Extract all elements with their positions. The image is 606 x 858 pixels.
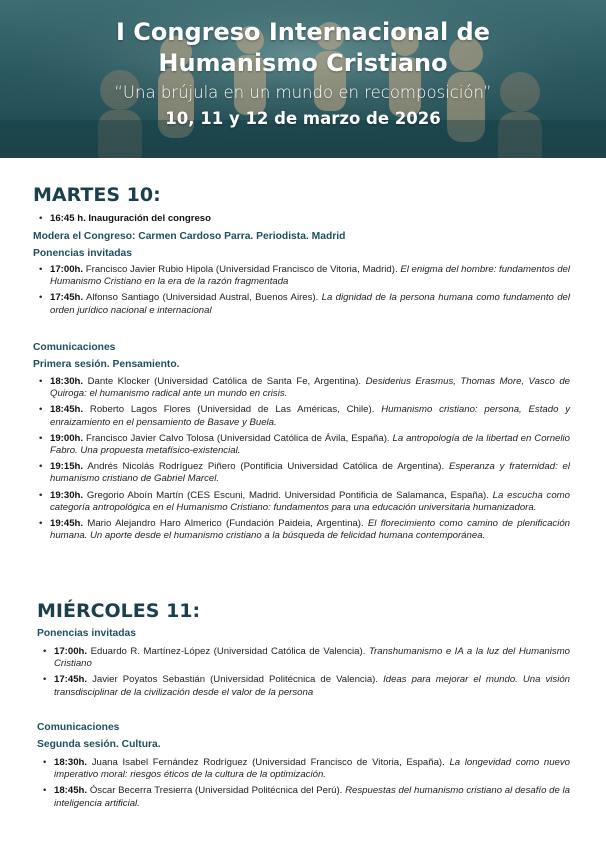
invited-label-wednesday: Ponencias invitadas [37, 628, 137, 639]
list-item: • 18:45h. Roberto Lagos Flores (Universidad de Las Américas, Chile). Humanismo cristiano: persona, Estado y enraizamiento en el pensamiento de Basave y Buela. [50, 404, 570, 428]
list-item: • 19:15h. Andrés Nicolás Rodríguez Piñero (Pontificia Universidad Católica de Argentina). Esperanza y fraternidad: el humanismo cristiano de Gabriel Marcel. [50, 461, 570, 485]
comms-list-wednesday [54, 757, 570, 810]
opening-list [50, 213, 570, 225]
header-banner [0, 0, 606, 158]
session-label-2: Segunda sesión. Cultura. [37, 739, 161, 750]
congress-subtitle: “Una brújula en un mundo en recomposición” [114, 83, 492, 102]
day-heading-tuesday: MARTES 10: [33, 184, 161, 206]
comms-label-tuesday: Comunicaciones [33, 342, 116, 353]
moderator-line: Modera el Congreso: Carmen Cardoso Parra. Periodista. Madrid [33, 231, 346, 242]
comms-label-wednesday: Comunicaciones [37, 722, 120, 733]
list-item: • 17:45h. Alfonso Santiago (Universidad Austral, Buenos Aires). La dignidad de la persona humana como fundamento del orden jurídico nacional e internacional [50, 292, 570, 316]
list-item: • 19:00h. Francisco Javier Calvo Tolosa (Universidad Católica de Ávila, España). La antropología de la libertad en Cornelio Fabro. Una propuesta metafísico-existencial. [50, 433, 570, 457]
list-item: • 17:00h. Francisco Javier Rubio Hipola (Universidad Francisco de Vitoria, Madrid). El enigma del hombre: fundamentos del Humanismo Cristiano en la era de la razón fragmentada [50, 264, 570, 288]
day-heading-wednesday: MIÉRCOLES 11: [37, 600, 201, 622]
congress-title: I Congreso Internacional de Humanismo Cristiano [115, 18, 491, 77]
congress-dates: 10, 11 y 12 de marzo de 2026 [165, 109, 441, 128]
list-item: • 19:45h. Mario Alejandro Haro Almerico (Fundación Paideia, Argentina). El florecimiento como camino de plenificación humana. Un aporte desde el humanismo cristiano a la búsqueda de felicidad humana contemporánea. [50, 518, 570, 542]
list-item: • 19:30h. Gregorio Aboín Martín (CES Escuni, Madrid. Universidad Pontificia de Salamanca, España). La escucha como categoría antropológica en el Humanismo Cristiano: fundamentos para una educación universitaria humanizadora. [50, 490, 570, 514]
list-item: • 17:45h. Javier Poyatos Sebastián (Universidad Politécnica de Valencia). Ideas para mejorar el mundo. Una visión transdisciplinar de la civilización desde el valor de la persona [54, 674, 570, 698]
list-item: • 16:45 h. Inauguración del congreso [50, 213, 570, 225]
invited-list-wednesday [54, 646, 570, 699]
list-item: • 18:30h. Juana Isabel Fernández Rodríguez (Universidad Francisco de Vitoria, España). La longevidad como nuevo imperativo moral: riesgos éticos de la cultura de la optimización. [54, 757, 570, 781]
session-label-1: Primera sesión. Pensamiento. [33, 359, 180, 370]
list-item: • 18:30h. Dante Klocker (Universidad Católica de Santa Fe, Argentina). Desiderius Erasmus, Thomas More, Vasco de Quiroga: el humanismo radical ante un mundo en crisis. [50, 376, 570, 400]
list-item: • 18:45h. Óscar Becerra Tresierra (Universidad Politécnica del Perú). Respuestas del humanismo cristiano al desafío de la inteligencia artificial. [54, 785, 570, 809]
invited-label-tuesday: Ponencias invitadas [33, 248, 133, 259]
invited-list-tuesday [50, 264, 570, 317]
list-item: • 17:00h. Eduardo R. Martínez-López (Universidad Católica de Valencia). Transhumanismo e IA a la luz del Humanismo Cristiano [54, 646, 570, 670]
comms-list-tuesday [50, 376, 570, 542]
